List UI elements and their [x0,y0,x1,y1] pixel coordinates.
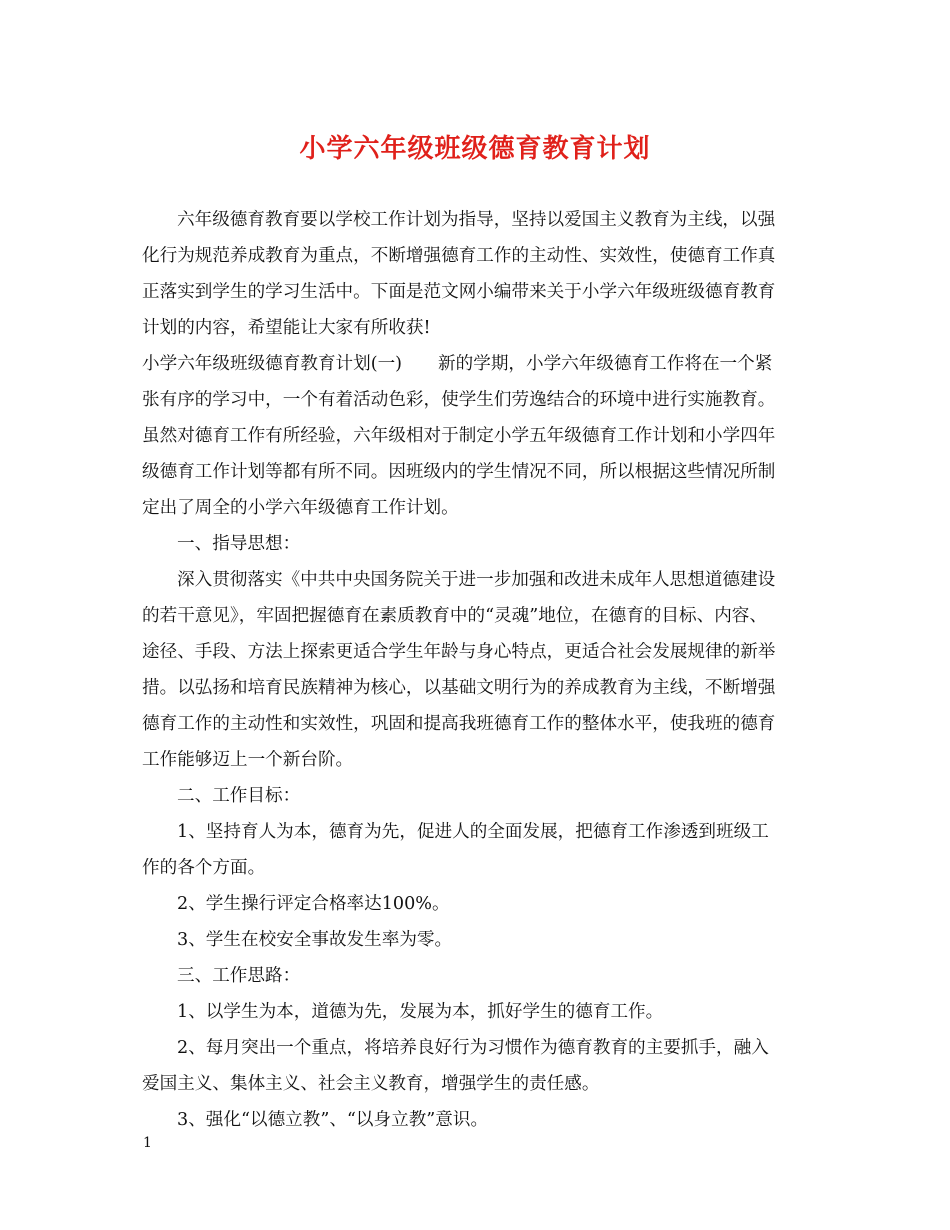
paragraph-line: 深入贯彻落实《中共中央国务院关于进一步加强和改进未成年人思想道德建设 [177,570,776,590]
paragraph-line: 措。以弘扬和培育民族精神为核心，以基础文明行为的养成教育为主线，不断增强 [142,678,776,698]
paragraph-line: 2、每月突出一个重点，将培养良好行为习惯作为德育教育的主要抓手，融入 [177,1038,769,1058]
paragraph-line: 1、坚持育人为本，德育为先，促进人的全面发展，把德育工作渗透到班级工 [177,822,769,842]
paragraph-line: 工作能够迈上一个新台阶。 [142,750,354,770]
paragraph-line: 3、学生在校安全事故发生率为零。 [177,930,453,950]
section-heading: 一、指导思想： [177,534,301,554]
paragraph-line: 2、学生操行评定合格率达100%。 [177,894,450,914]
paragraph-line: 途径、手段、方法上探索更适合学生年龄与身心特点，更适合社会发展规律的新举 [142,642,776,662]
paragraph-line: 级德育工作计划等都有所不同。因班级内的学生情况不同，所以根据这些情况所制 [142,462,776,482]
section-heading: 二、工作目标： [177,786,301,806]
document-body [142,202,814,1138]
paragraph-line: 的若干意见》，牢固把握德育在素质教育中的“灵魂”地位，在德育的目标、内容、 [142,606,767,626]
paragraph-line: 作的各个方面。 [142,858,266,878]
paragraph-line: 化行为规范养成教育为重点，不断增强德育工作的主动性、实效性，使德育工作真 [142,246,776,266]
section-heading: 小学六年级班级德育教育计划(一) [142,354,403,374]
paragraph-line [142,346,814,382]
paragraph-line: 爱国主义、集体主义、社会主义教育，增强学生的责任感。 [142,1074,600,1094]
paragraph-line: 计划的内容，希望能让大家有所收获! [142,318,431,338]
page-number: 1 [143,1135,152,1151]
paragraph-line: 定出了周全的小学六年级德育工作计划。 [142,498,459,518]
paragraph-text: 新的学期，小学六年级德育工作将在一个紧 [438,354,773,374]
paragraph-line: 3、强化“以德立教”、“以身立教”意识。 [177,1110,489,1130]
document-title: 小学六年级班级德育教育计划 [299,134,651,164]
section-heading: 三、工作思路： [177,966,301,986]
paragraph-line: 虽然对德育工作有所经验，六年级相对于制定小学五年级德育工作计划和小学四年 [142,426,776,446]
paragraph-line: 六年级德育教育要以学校工作计划为指导，坚持以爱国主义教育为主线，以强 [177,210,776,230]
paragraph-line: 张有序的学习中，一个有着活动色彩，使学生们劳逸结合的环境中进行实施教育。 [142,390,776,410]
paragraph-line: 德育工作的主动性和实效性，巩固和提高我班德育工作的整体水平，使我班的德育 [142,714,776,734]
paragraph-line: 1、以学生为本，道德为先，发展为本，抓好学生的德育工作。 [177,1002,664,1022]
paragraph-line: 正落实到学生的学习生活中。下面是范文网小编带来关于小学六年级班级德育教育 [142,282,776,302]
